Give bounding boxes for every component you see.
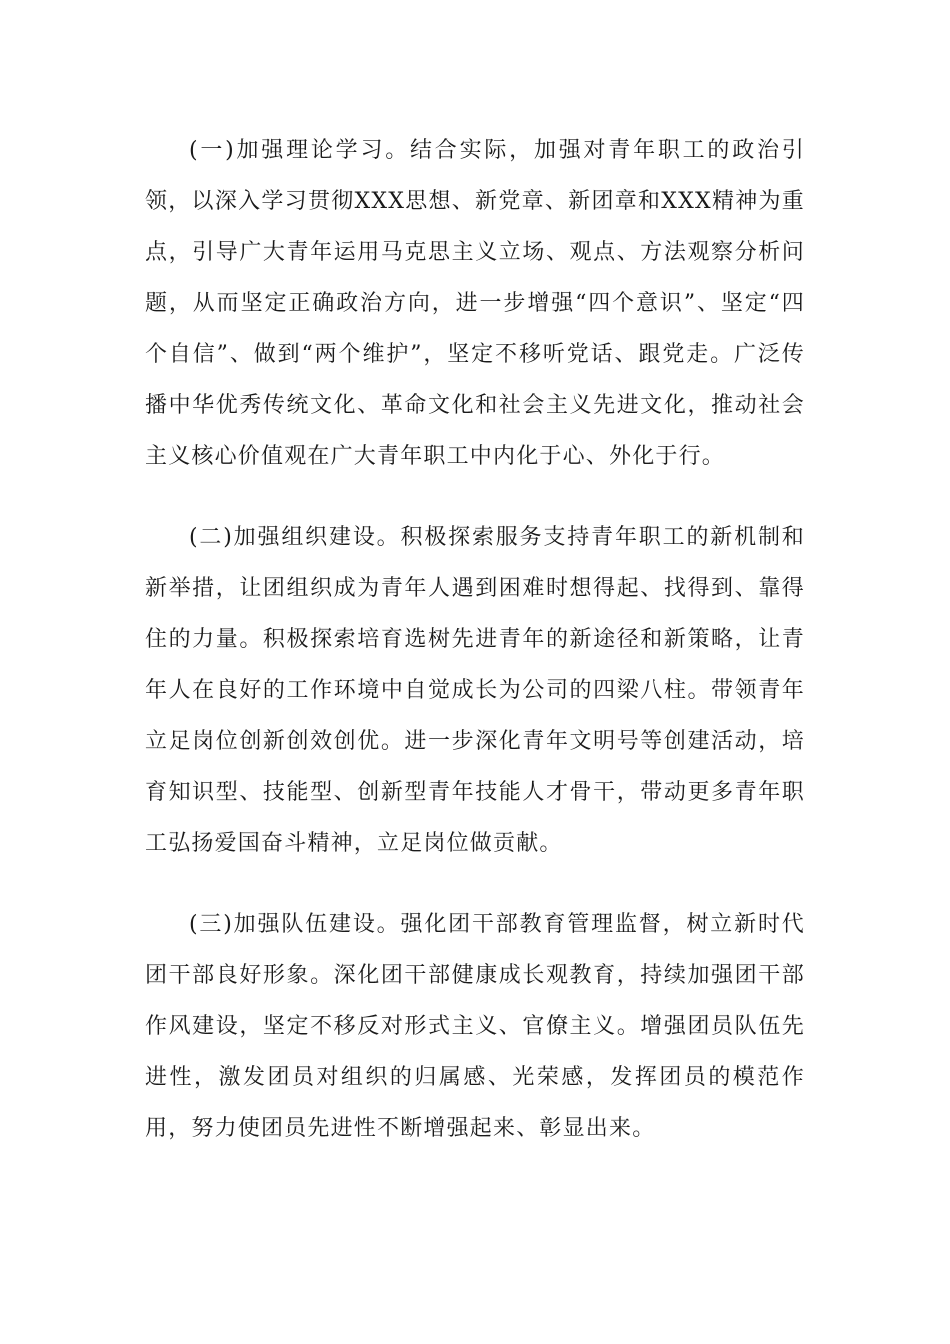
paragraph-organization-building: (二)加强组织建设。积极探索服务支持青年职工的新机制和新举措，让团组织成为青年人遇到困难时想得起、找得到、靠得住的力量。积极探索培育选树先进青年的新途径和新策略，让青年人在良好的工作环境中自觉成长为公司的四梁八柱。带领青年立足岗位创新创效创优。进一步深化青年文明号等创建活动，培育知识型、技能型、创新型青年技能人才骨干，带动更多青年职工弘扬爱国奋斗精神，立足岗位做贡献。: [145, 525, 805, 856]
paragraph-team-building: (三)加强队伍建设。强化团干部教育管理监督，树立新时代团干部良好形象。深化团干部健康成长观教育，持续加强团干部作风建设，坚定不移反对形式主义、官僚主义。增强团员队伍先进性，激发团员对组织的归属感、光荣感，发挥团员的模范作用，努力使团员先进性不断增强起来、彰显出来。: [145, 912, 805, 1141]
paragraph-theory-study: (一)加强理论学习。结合实际，加强对青年职工的政治引领，以深入学习贯彻XXX思想、新党章、新团章和XXX精神为重点，引导广大青年运用马克思主义立场、观点、方法观察分析问题，从而坚定正确政治方向，进一步增强“四个意识”、坚定“四个自信”、做到“两个维护”，坚定不移听党话、跟党走。广泛传播中华优秀传统文化、革命文化和社会主义先进文化，推动社会主义核心价值观在广大青年职工中内化于心、外化于行。: [145, 138, 805, 469]
document-body: [145, 125, 805, 1184]
